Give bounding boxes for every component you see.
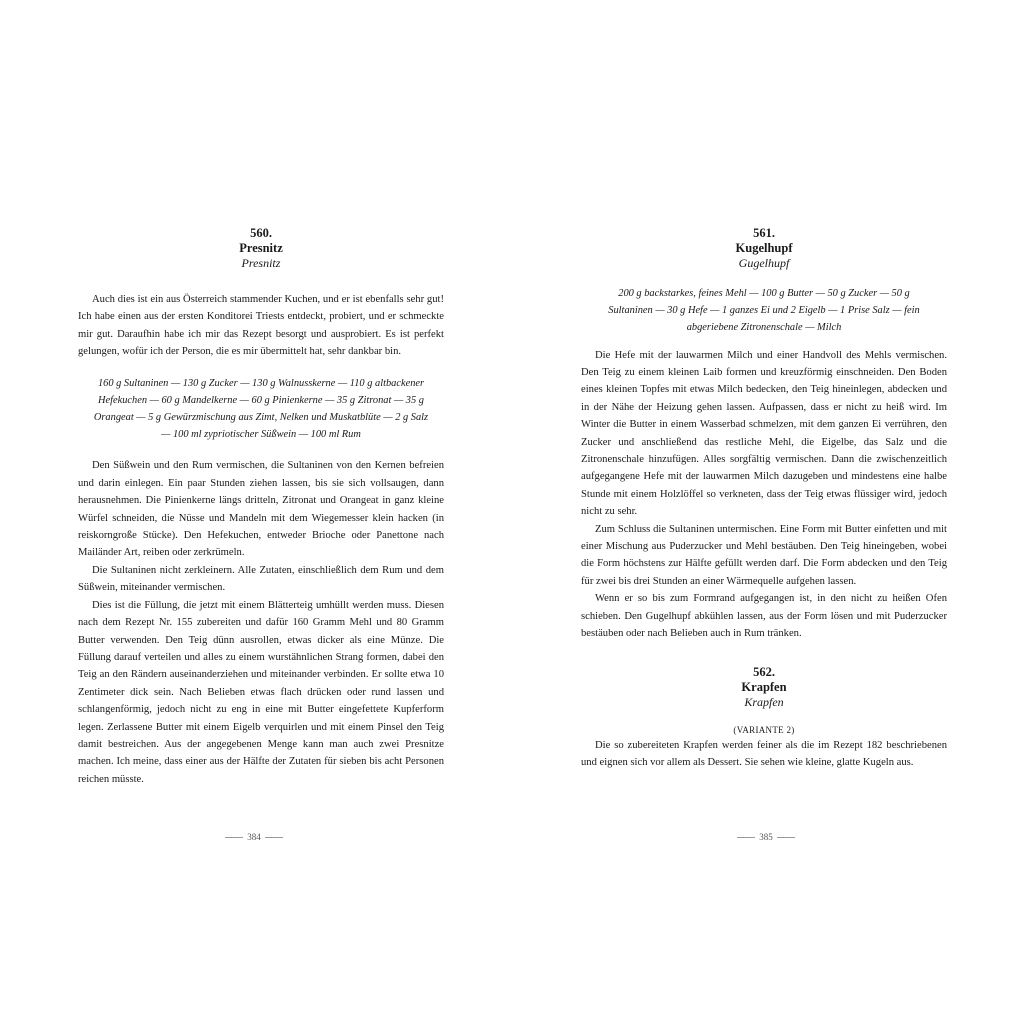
recipe-number: 560. [250,226,272,240]
instruction-paragraph: Die Hefe mit der lauwarmen Milch und einer Handvoll des Mehls vermischen. Den Teig zu einem kleinen Laib formen und kreuzförmig einschneiden. Den Boden eines kleinen Topfes mit etwas Milch bedecken, den Teig hineinlegen, abdecken und in der Nähe der Heizung gehen lassen. Aufpassen, dass er nicht zu heiß wird. Im Winter die Butter in einem Wasserbad schmelzen, mit dem ganzen Ei verrühren, den Zucker und anschließend das restliche Mehl, die Eigelbe, das Salz und die Zitronenschale hinzufügen. Alles sorgfältig vermischen. Dann die zwischenzeitlich aufgegangene Hefe mit der lauwarmen Milch dazugeben und mindestens eine halbe Stunde mit einem Holzlöffel so verkneten, dass der Teig etwas flüssiger wird, jedoch nicht zu sehr. [581,349,947,518]
folio-rule [265,837,283,838]
recipe-heading [78,226,444,271]
instruction-paragraph: Den Süßwein und den Rum vermischen, die Sultaninen von den Kernen befreien und darin einlegen. Ein paar Stunden ziehen lassen, bis sie sich vollsaugen, dann herausnehmen. Die Pinienkerne längs dritteln, Zitronat und Orangeat in ganz kleine Würfel schneiden, die Nüsse und Mandeln mit dem Wiegemesser klein hacken (in reiskorngroße Stücke). Den Hefekuchen, entweder Brioche oder Panettone nach Mailänder Art, reiben oder zerkrümeln. [78,460,444,559]
folio-number: 385 [759,832,773,842]
recipe-subtitle: Krapfen [744,694,784,709]
recipe-title: Kugelhupf [735,241,793,255]
recipe-subtitle: Gugelhupf [738,256,790,270]
ingredient-list: 200 g backstarkes, feines Mehl — 100 g Butter — 50 g Zucker — 50 g Sultaninen — 30 g Hefe — 1 ganzes Ei und 2 Eigelb — 1 Prise Salz — fein abgeriebene Zitronenschale — Milch [608,288,920,334]
folio-rule [225,837,243,838]
recipe-heading [581,665,947,710]
folio-number: 384 [247,832,261,842]
recipe-title: Krapfen [741,679,787,694]
right-page [581,226,947,771]
left-page [78,226,444,788]
ingredient-list: 160 g Sultaninen — 130 g Zucker — 130 g Walnusskerne — 110 g altbackener Hefekuchen — 60 g Mandelkerne — 60 g Pinienkerne — 35 g Zitronat — 35 g Orangeat — 5 g Gewürzmischung aus Zimt, Nelken und Muskatblüte — 2 g Salz — 100 ml zypriotischer Süßwein — 100 ml Rum [93,377,429,441]
recipe-number: 561. [753,226,775,240]
instruction-paragraph: Die so zubereiteten Krapfen werden feiner als die im Rezept 182 beschriebenen und eignen sich vor allem als Dessert. Sie sehen wie kleine, glatte Kugeln aus. [581,739,947,768]
instruction-paragraph: Dies ist die Füllung, die jetzt mit einem Blätterteig umhüllt werden muss. Diesen nach dem Rezept Nr. 155 zubereiten und dafür 160 Gramm Mehl und 80 Gramm Butter verwenden. Den Teig dünn ausrollen, etwas dicker als eine Münze. Die Füllung darauf verteilen und alles zu einem wurstähnlichen Strang formen, dabei den Teig an den Rändern auseinanderziehen und miteinander verbinden. Er sollte etwa 10 Zentimeter dick sein. Nach Belieben etwas flach drücken oder rund lassen und schlangenförmig, jedoch nicht zu eng in eine mit Butter eingefettete Kupferform legen. Zerlassene Butter mit einem Eigelb verquirlen und mit einem Pinsel den Teig damit bestreichen. Aus der angegebenen Menge kann man auch zwei Presnitze machen. Ich meine, dass einer aus der Hälfte der Zutaten für sieben bis acht Personen reichen müsste. [78,599,444,785]
instruction-paragraph: Die Sultaninen nicht zerkleinern. Alle Zutaten, einschließlich dem Rum und dem Süßwein, miteinander vermischen. [78,564,444,594]
recipe-title: Presnitz [239,241,283,255]
instruction-paragraph: Wenn er so bis zum Formrand aufgegangen ist, in den nicht zu heißen Ofen schieben. Den Gugelhupf abkühlen lassen, aus der Form lösen und mit Puderzucker bestäuben oder nach Belieben auch in Rum tränken. [581,593,947,640]
page-number-right [706,832,826,842]
instruction-paragraph: Zum Schluss die Sultaninen untermischen. Eine Form mit Butter einfetten und mit einer Mischung aus Puderzucker und Mehl bestäuben. Den Teig hineingeben, wobei die Form höchstens zur Hälfte gefüllt werden darf. Die Form abdecken und den Teig für zwei bis drei Stunden an einer Wärmequelle aufgehen lassen. [581,523,947,587]
folio-rule [737,837,755,838]
variant-label: (VARIANTE 2) [733,724,795,735]
folio-rule [777,837,795,838]
page-number-left [194,832,314,842]
recipe-subtitle: Presnitz [241,256,281,270]
recipe-heading [581,226,947,271]
recipe-intro: Auch dies ist ein aus Österreich stammender Kuchen, und er ist ebenfalls sehr gut! Ich habe einen aus der ersten Konditorei Triests entdeckt, probiert, und er schmeckte mir gut. Daraufhin habe ich mir das Rezept besorgt und ausprobiert. Es ist perfekt gelungen, wofür ich der Person, die es mir übermittelt hat, sehr dankbar bin. [78,294,444,358]
recipe-number: 562. [753,664,775,679]
